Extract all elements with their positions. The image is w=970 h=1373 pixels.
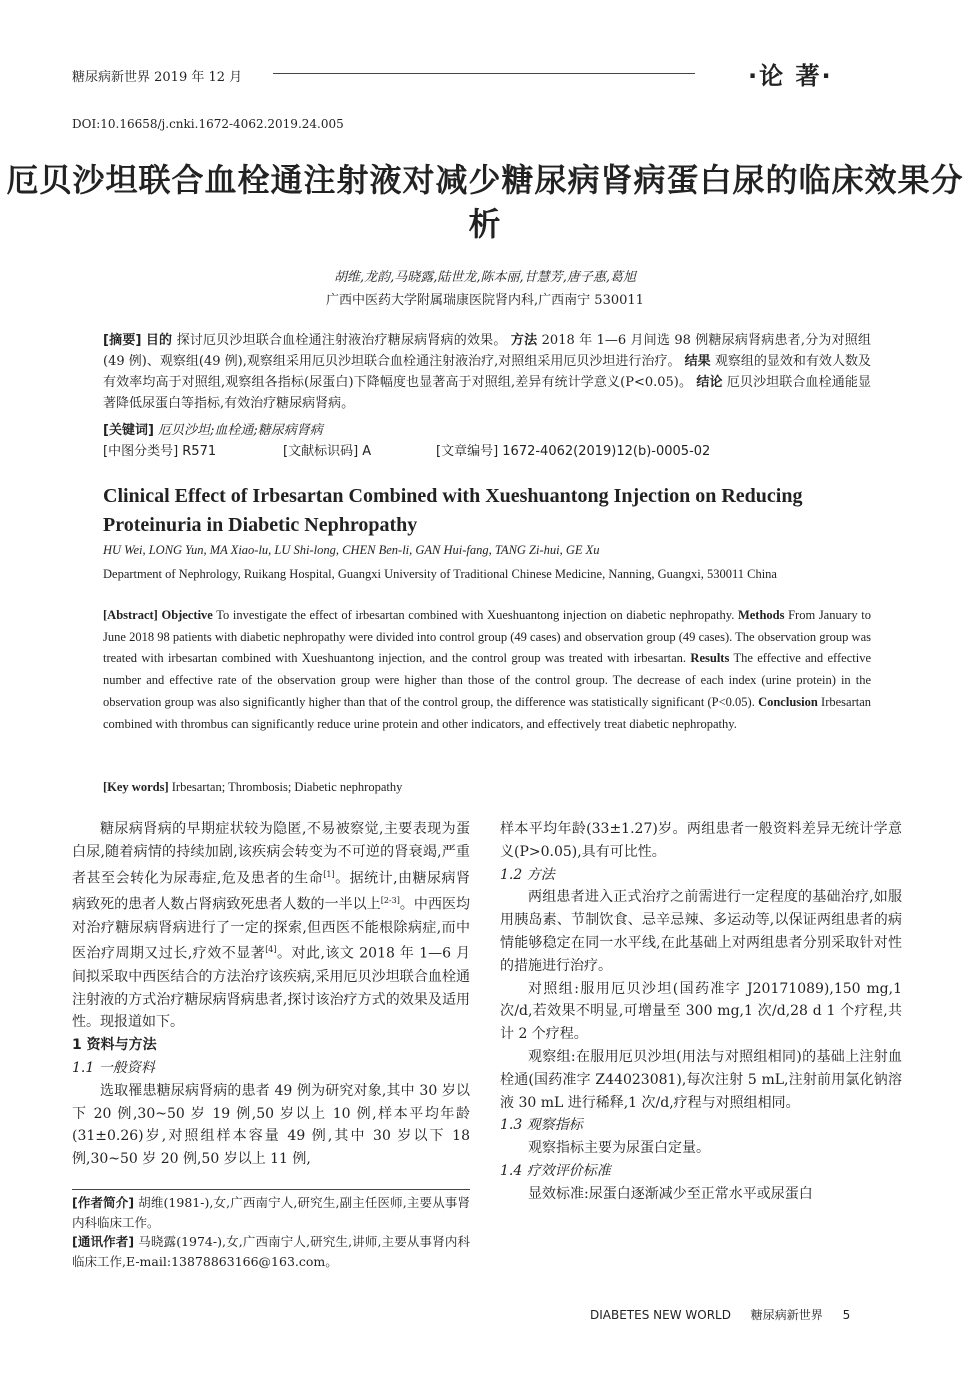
results-en-text: The effective and effective number and effective rate of the observation group were higher than those of the control group. The decrease of each index (urine protein) in the observation group was also significantly higher than that of the control group, the difference was statistically significant (P<0.05). — [103, 651, 871, 709]
journal-header: 糖尿病新世界 2019 年 12 月 — [72, 70, 243, 85]
clc-code: [中图分类号] R571 — [103, 444, 217, 459]
doc-code: [文献标识码] A — [283, 444, 372, 459]
methods-en-text: From January to June 2018 98 patients with diabetic nephropathy were divided into control group (49 cases) and observation group (49 cases). The observation group was treated with irbesartan combined with Xueshuantong injection, and the control group was treated with irbesartan. — [103, 608, 872, 666]
evaluation-paragraph: 显效标准:尿蛋白逐渐减少至正常水平或尿蛋白 — [528, 1185, 813, 1202]
footnote-rule — [72, 1189, 470, 1190]
abstract-cn — [103, 330, 871, 414]
objective-label: 目的 — [145, 333, 173, 348]
intro-text-d: 。对此,该文 2018 年 1—6 月间拟采取中西医结合的方法治疗该疾病,采用厄贝沙坦联合血栓通注射液的方式治疗糖尿病肾病患者,探讨该治疗方式的效果及适用性。现报道如下。 — [72, 945, 470, 1031]
methods-en-label: Methods — [737, 608, 785, 622]
methods-text: 2018 年 1—6 月间选 98 例糖尿病肾病患者,分为对照组(49 例)、观察组(49 例),观察组采用厄贝沙坦联合血栓通注射液治疗,对照组采用厄贝沙坦进行治疗。 — [103, 333, 871, 369]
page-footer — [590, 1306, 866, 1323]
abstract-en-label: [Abstract] — [103, 608, 158, 622]
methods-paragraph-control: 对照组:服用厄贝沙坦(国药准字 J20171089),150 mg,1 次/d,若效果不明显,可增量至 300 mg,1 次/d,28 d 1 个疗程,共计 2 个疗程。 — [500, 980, 902, 1043]
results-en-label: Results — [690, 651, 730, 666]
intro-text-b: 。据统计,由糖尿病肾病致死的患者人数占肾病致死患者人数的一半以上 — [72, 870, 471, 913]
corresponding-note-label: [通讯作者] — [72, 1234, 135, 1249]
header-rule — [273, 73, 695, 74]
heading-general-data: 1.1 一般资料 — [72, 1059, 155, 1076]
keywords-cn-label: [关键词] — [103, 423, 154, 438]
ref-4: [4] — [265, 945, 277, 955]
footer-journal-en: DIABETES NEW WORLD — [590, 1308, 731, 1322]
conclusion-en-text: Irbesartan combined with thrombus can significantly reduce urine protein and other indicators, and effectively treat diabetic nephropathy. — [103, 694, 872, 731]
corresponding-note — [72, 1232, 470, 1271]
doi: DOI:10.16658/j.cnki.1672-4062.2019.24.005 — [72, 117, 344, 131]
intro-text-a: 糖尿病肾病的早期症状较为隐匿,不易被察觉,主要表现为蛋白尿,随着病情的持续加剧,该疾病会转变为不可逆的肾衰竭,严重者甚至会转化为尿毒症,危及患者的生命 — [72, 821, 470, 887]
methods-paragraph-observation: 观察组:在服用厄贝沙坦(用法与对照组相同)的基础上注射血栓通(国药准字 Z44023081),每次注射 5 mL,注射前用氯化钠溶液 30 mL 进行稀释,1 次/d,疗程与对照组相同。 — [500, 1048, 902, 1111]
general-data-paragraph: 选取罹患糖尿病肾病的患者 49 例为研究对象,其中 30 岁以下 20 例,30~50 岁 19 例,50 岁以上 10 例,样本平均年龄(31±0.26)岁,对照组样本容量 49 例,其中 30 岁以下 18 例,30~50 岁 20 例,50 岁以上 11 例, — [72, 1082, 470, 1168]
conclusion-text: 厄贝沙坦联合血栓通能显著降低尿蛋白等指标,有效治疗糖尿病肾病。 — [103, 375, 871, 411]
article-number: [文章编号] 1672-4062(2019)12(b)-0005-02 — [436, 444, 711, 459]
affiliation-en: Department of Nephrology, Ruikang Hospital, Guangxi University of Traditional Chinese Medicine, Nanning, Guangxi, 530011 China — [103, 567, 777, 581]
abstract-cn-label: [摘要] — [103, 333, 142, 348]
author-note-label: [作者简介] — [72, 1195, 135, 1210]
article-title-en: Clinical Effect of Irbesartan Combined with Xueshuantong Injection on Reducing Proteinuria in Diabetic Nephropathy — [103, 485, 803, 536]
author-note — [72, 1193, 470, 1232]
keywords-cn-text: 厄贝沙坦;血栓通;糖尿病肾病 — [158, 423, 323, 438]
authors-cn: 胡维,龙韵,马晓露,陆世龙,陈本丽,甘慧芳,唐子惠,葛旭 — [334, 270, 636, 285]
methods-paragraph-1: 两组患者进入正式治疗之前需进行一定程度的基础治疗,如服用胰岛素、节制饮食、忌辛忌辣、多运动等,以保证两组患者的病情能够稳定在同一水平线,在此基础上对两组患者分别采取针对性的措施进行治疗。 — [500, 889, 902, 974]
objective-en-label: Objective — [161, 608, 213, 622]
intro-paragraph — [72, 818, 470, 1034]
indicators-paragraph: 观察指标主要为尿蛋白定量。 — [528, 1140, 710, 1157]
general-data-continued: 样本平均年龄(33±1.27)岁。两组患者一般资料差异无统计学意义(P>0.05),具有可比性。 — [500, 821, 902, 860]
keywords-en — [103, 780, 871, 795]
article-title-cn: 厄贝沙坦联合血栓通注射液对减少糖尿病肾病蛋白尿的临床效果分析 — [6, 161, 964, 243]
affiliation-cn: 广西中医药大学附属瑞康医院肾内科,广西南宁 530011 — [326, 293, 644, 308]
footer-journal-cn: 糖尿病新世界 — [750, 1308, 823, 1322]
ref-2-3: [2-3] — [380, 896, 400, 906]
conclusion-label: 结论 — [696, 375, 723, 390]
authors-en: HU Wei, LONG Yun, MA Xiao-lu, LU Shi-long, CHEN Ben-li, GAN Hui-fang, TANG Zi-hui, GE Xu — [103, 543, 600, 557]
objective-en-text: To investigate the effect of irbesartan combined with Xueshuantong injection on diabetic nephropathy. — [216, 608, 735, 622]
intro-text-c: 。中西医均对治疗糖尿病肾病进行了一定的探索,但西医不能根除病症,而中医治疗周期又过长,疗效不显著 — [72, 896, 471, 962]
results-text: 观察组的显效和有效人数及有效率均高于对照组,观察组各指标(尿蛋白)下降幅度也显著高于对照组,差异有统计学意义(P<0.05)。 — [103, 354, 871, 390]
body-left-column — [72, 818, 470, 1171]
footnotes — [72, 1193, 470, 1271]
conclusion-en-label: Conclusion — [758, 694, 818, 709]
body-right-column — [500, 818, 902, 1206]
abstract-en — [103, 605, 871, 735]
methods-label: 方法 — [510, 333, 538, 348]
heading-methods: 1.2 方法 — [500, 866, 555, 883]
page-number: 5 — [842, 1308, 851, 1322]
heading-evaluation: 1.4 疗效评价标准 — [500, 1162, 611, 1179]
keywords-cn — [103, 419, 871, 438]
author-note-text: 胡维(1981-),女,广西南宁人,研究生,副主任医师,主要从事肾内科临床工作。 — [72, 1195, 470, 1230]
corresponding-note-text: 马晓露(1974-),女,广西南宁人,研究生,讲师,主要从事肾内科临床工作,E-mail:13878863166@163.com。 — [72, 1234, 470, 1269]
ref-1: [1] — [323, 869, 335, 879]
keywords-en-label: [Key words] — [103, 780, 169, 794]
heading-indicators: 1.3 观察指标 — [500, 1117, 583, 1134]
objective-text: 探讨厄贝沙坦联合血栓通注射液治疗糖尿病肾病的效果。 — [176, 333, 507, 348]
section-label: ·论 著· — [748, 62, 833, 90]
keywords-en-text: Irbesartan; Thrombosis; Diabetic nephropathy — [171, 780, 403, 794]
results-label: 结果 — [684, 354, 711, 369]
heading-materials-methods: 1 资料与方法 — [72, 1037, 157, 1054]
